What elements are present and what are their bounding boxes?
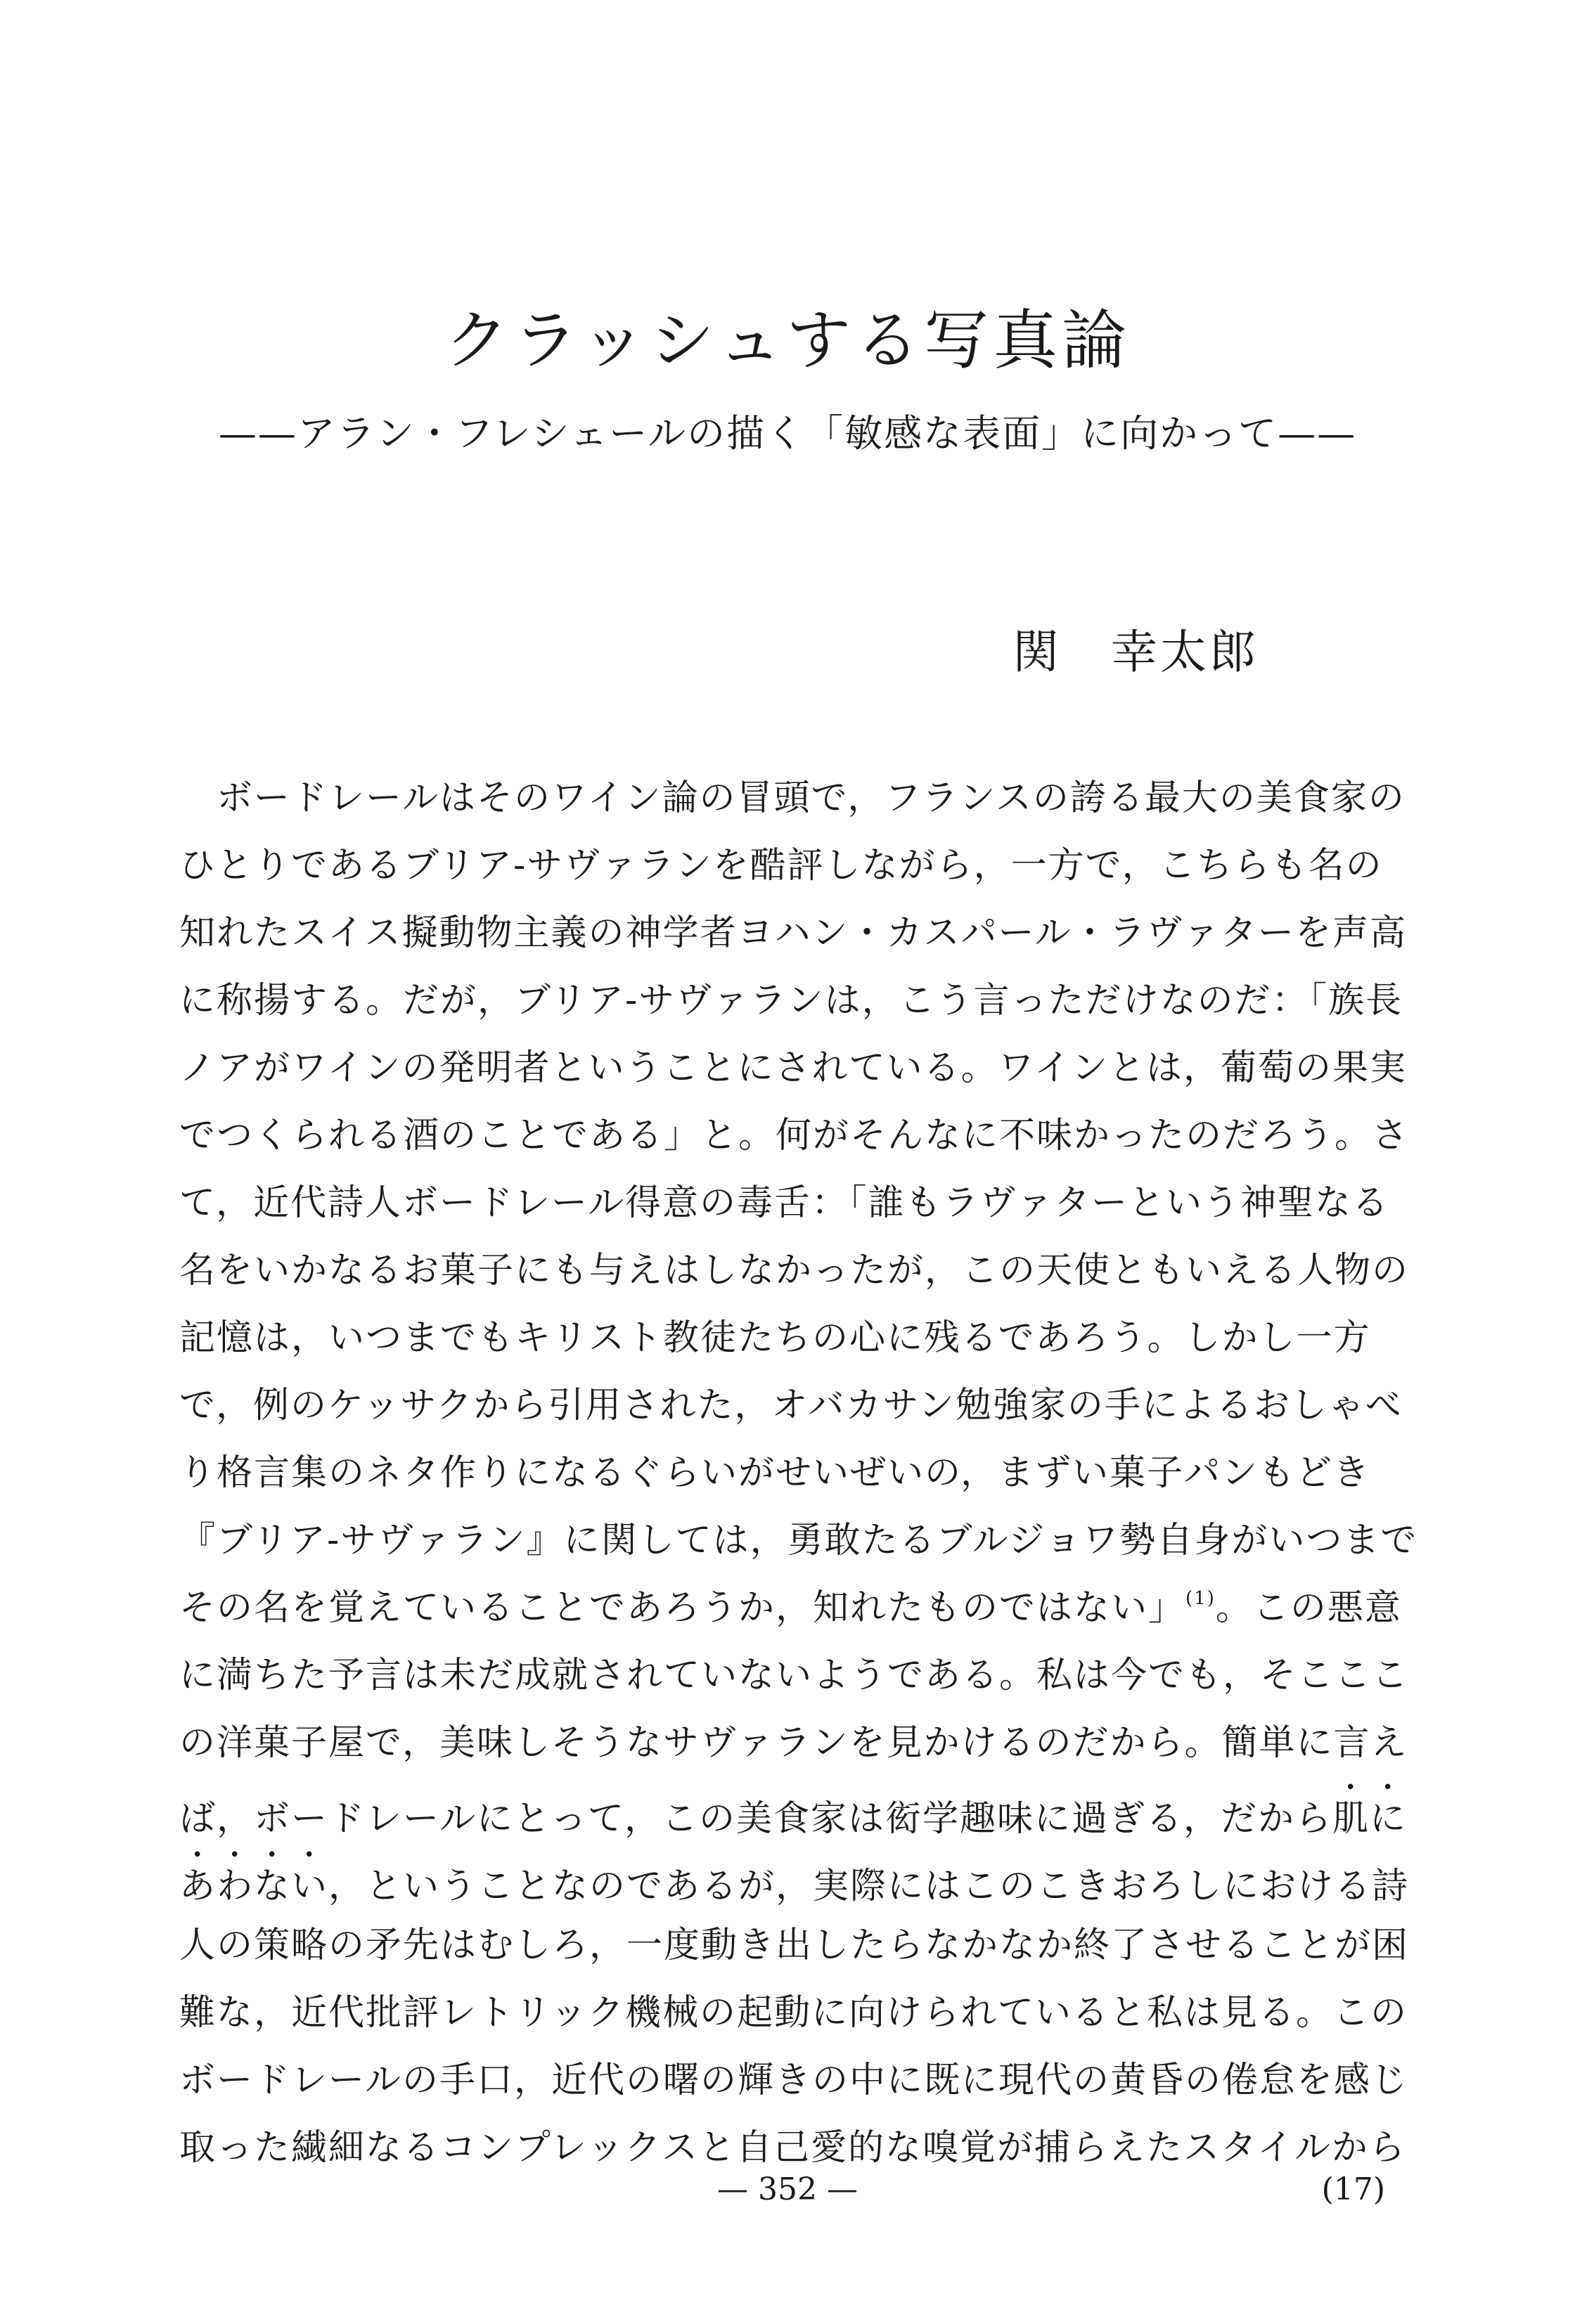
body-line: 知れたスイス擬動物主義の神学者ヨハン・カスパール・ラヴァターを声高	[179, 912, 1407, 954]
body-line-tail: 。この悪意	[1215, 1587, 1402, 1629]
body-line: に称揚する。だが，ブリア-サヴァランは，こう言っただけなのだ：「族長	[179, 980, 1403, 1021]
author-name: 関 幸太郎	[1012, 625, 1259, 679]
footnote-ref: (1)	[1185, 1588, 1216, 1609]
section-number: (17)	[1321, 2171, 1385, 2207]
emphasis-text: あわない	[179, 1866, 329, 1907]
body-line-with-note	[179, 1575, 1402, 1642]
article-title: クラッシュする写真論	[444, 303, 1131, 378]
body-line-text: ば，ボードレールにとって，この美食家は衒学趣味に過ぎる，だから	[179, 1798, 1332, 1840]
body-line-text: ，ということなのであるが，実際にはこのこきおろしにおける詩	[328, 1866, 1410, 1907]
body-line: 人の策略の矛先はむしろ，一度動き出したらなかなか終了させることが困	[179, 1925, 1410, 1966]
body-line: ボードレールはそのワイン論の冒頭で，フランスの誇る最大の美食家の	[179, 777, 1406, 819]
body-line-text: その名を覚えていることであろうか，知れたものではない」	[179, 1587, 1186, 1629]
body-line: の洋菓子屋で，美味しそうなサヴァランを見かけるのだから。簡単に言え	[179, 1722, 1408, 1764]
body-line: ひとりであるブリア-サヴァランを酷評しながら，一方で，こちらも名の	[179, 845, 1383, 886]
body-line: でつくられる酒のことである」と。何がそんなに不味かったのだろう。さ	[179, 1115, 1410, 1156]
body-line: ノアがワインの発明者ということにされている。ワインとは，葡萄の果実	[179, 1047, 1407, 1089]
body-line: ボードレールの手口，近代の曙の輝きの中に既に現代の黄昏の倦怠を感じ	[179, 2060, 1408, 2101]
body-line: て，近代詩人ボードレール得意の毒舌：「誰もラヴァターという神聖なる	[179, 1182, 1389, 1224]
body-line: 名をいかなるお菓子にも与えはしなかったが，この天使ともいえる人物の	[179, 1250, 1410, 1291]
body-line-with-emphasis	[179, 1845, 1410, 1912]
body-line-with-emphasis	[179, 1777, 1407, 1845]
body-line: 『ブリア-サヴァラン』に関しては，勇敢たるブルジョワ勢自身がいつまで	[179, 1520, 1418, 1561]
body-line: 難な，近代批評レトリック機械の起動に向けられていると私は見る。この	[179, 1992, 1408, 2034]
page-number: — 352 —	[717, 2171, 858, 2207]
emphasis-text: 肌に	[1332, 1798, 1407, 1840]
body-line: り格言集のネタ作りになるぐらいがせいぜいの，まずい菓子パンもどき	[179, 1452, 1370, 1494]
body-line: 記憶は，いつまでもキリスト教徒たちの心に残るであろう。しかし一方	[179, 1317, 1371, 1359]
body-text	[179, 765, 1418, 2182]
body-line: に満ちた予言は未だ成就されていないようである。私は今でも，そこここ	[179, 1655, 1410, 1696]
article-subtitle: ——アラン・フレシェールの描く「敏感な表面」に向かって——	[218, 411, 1357, 456]
body-line: 取った繊細なるコンプレックスと自己愛的な嗅覚が捕らえたスタイルから	[179, 2127, 1406, 2169]
body-line: で，例のケッサクから引用された，オバカサン勉強家の手によるおしゃべ	[179, 1385, 1403, 1426]
